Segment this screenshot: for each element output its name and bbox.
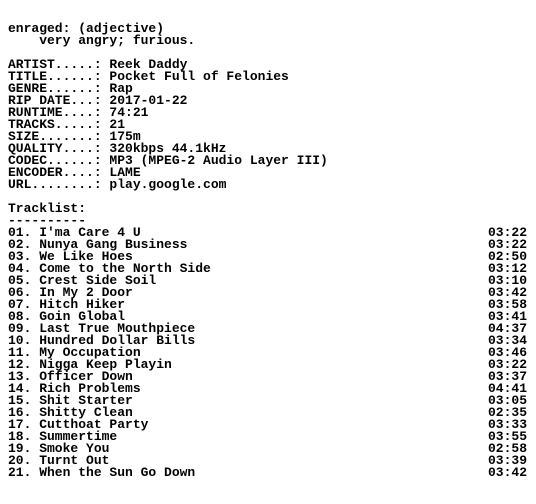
info-genre: GENRE......: Rap bbox=[8, 81, 133, 96]
tracklist-underline: ---------- bbox=[8, 213, 87, 228]
track-duration: 03:10 bbox=[488, 273, 528, 288]
track-title: 20. Turnt Out bbox=[8, 453, 110, 468]
track-duration: 03:58 bbox=[488, 297, 528, 312]
spacer bbox=[8, 191, 536, 203]
track-title: 07. Hitch Hiker bbox=[8, 297, 126, 312]
track-title: 19. Smoke You bbox=[8, 441, 110, 456]
info-title: TITLE......: Pocket Full of Felonies bbox=[8, 69, 289, 84]
track-duration: 03:22 bbox=[488, 225, 528, 240]
info-rip-date: RIP DATE...: 2017-01-22 bbox=[8, 93, 188, 108]
track-title: 15. Shit Starter bbox=[8, 393, 133, 408]
definition-word: enraged: (adjective) bbox=[8, 21, 165, 36]
track-duration: 03:39 bbox=[488, 453, 528, 468]
track-title: 03. We Like Hoes bbox=[8, 249, 133, 264]
track-title: 21. When the Sun Go Down bbox=[8, 465, 196, 480]
track-title: 16. Shitty Clean bbox=[8, 405, 133, 420]
tracklist bbox=[8, 227, 536, 479]
track-duration: 02:58 bbox=[488, 441, 528, 456]
tracklist-heading: Tracklist: bbox=[8, 201, 87, 216]
track-duration: 03:12 bbox=[488, 261, 528, 276]
info-tracks: TRACKS.....: 21 bbox=[8, 117, 126, 132]
track-title: 13. Officer Down bbox=[8, 369, 133, 384]
info-url: URL........: play.google.com bbox=[8, 177, 227, 192]
track-duration: 03:22 bbox=[488, 237, 528, 252]
track-title: 06. In My 2 Door bbox=[8, 285, 133, 300]
track-duration: 03:42 bbox=[488, 465, 528, 480]
definition-text: very angry; furious. bbox=[8, 33, 196, 48]
track-duration: 03:46 bbox=[488, 345, 528, 360]
track-duration: 04:41 bbox=[488, 381, 528, 396]
track-duration: 02:35 bbox=[488, 405, 528, 420]
info-runtime: RUNTIME....: 74:21 bbox=[8, 105, 149, 120]
track-title: 12. Nigga Keep Playin bbox=[8, 357, 172, 372]
track-title: 18. Summertime bbox=[8, 429, 118, 444]
track-title: 04. Come to the North Side bbox=[8, 261, 211, 276]
info-size: SIZE.......: 175m bbox=[8, 129, 141, 144]
track-title: 01. I'ma Care 4 U bbox=[8, 225, 141, 240]
track-duration: 03:05 bbox=[488, 393, 528, 408]
track-duration: 04:37 bbox=[488, 321, 528, 336]
track-title: 09. Last True Mouthpiece bbox=[8, 321, 196, 336]
track-title: 05. Crest Side Soil bbox=[8, 273, 157, 288]
track-title: 10. Hundred Dollar Bills bbox=[8, 333, 196, 348]
info-artist: ARTIST.....: Reek Daddy bbox=[8, 57, 188, 72]
track-duration: 03:37 bbox=[488, 369, 528, 384]
track-duration: 03:33 bbox=[488, 417, 528, 432]
info-encoder: ENCODER....: LAME bbox=[8, 165, 141, 180]
track-duration: 03:55 bbox=[488, 429, 528, 444]
track-duration: 02:50 bbox=[488, 249, 528, 264]
track-title: 14. Rich Problems bbox=[8, 381, 141, 396]
track-title: 11. My Occupation bbox=[8, 345, 141, 360]
info-quality: QUALITY....: 320kbps 44.1kHz bbox=[8, 141, 227, 156]
track-duration: 03:42 bbox=[488, 285, 528, 300]
track-title: 08. Goin Global bbox=[8, 309, 126, 324]
track-row bbox=[8, 467, 536, 479]
track-duration: 03:41 bbox=[488, 309, 528, 324]
track-duration: 03:22 bbox=[488, 357, 528, 372]
track-title: 17. Cutthoat Party bbox=[8, 417, 149, 432]
release-info bbox=[8, 59, 536, 191]
track-title: 02. Nunya Gang Business bbox=[8, 237, 188, 252]
track-duration: 03:34 bbox=[488, 333, 528, 348]
info-codec: CODEC......: MP3 (MPEG-2 Audio Layer III) bbox=[8, 153, 328, 168]
